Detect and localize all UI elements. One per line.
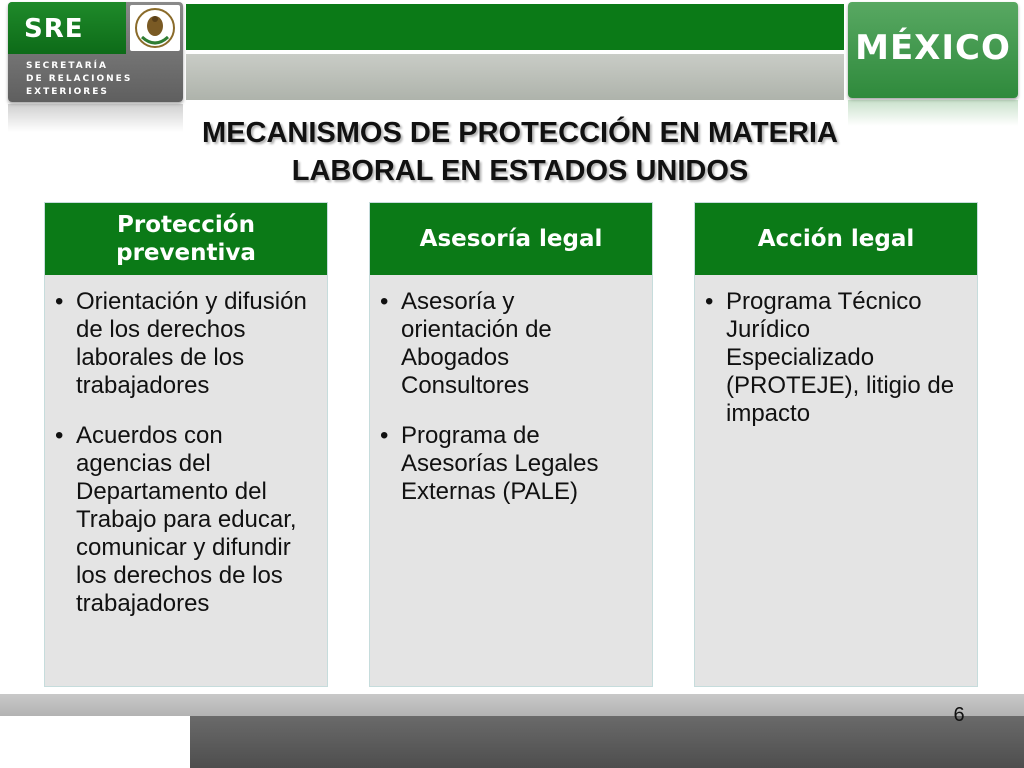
column-heading: Asesoría legal xyxy=(370,203,652,275)
sre-name-line-3: EXTERIORES xyxy=(26,87,109,97)
mexico-logo xyxy=(848,2,1018,98)
list-item xyxy=(55,288,313,400)
column-accion-legal xyxy=(694,202,978,687)
page-number: 6 xyxy=(953,704,965,726)
sre-logo xyxy=(8,2,183,102)
list-item-text: Programa de Asesorías Legales Externas (PALE) xyxy=(401,422,599,505)
mexico-logo-text: MÉXICO xyxy=(855,28,1011,68)
sre-logo-green-panel xyxy=(8,2,126,54)
national-seal-icon xyxy=(130,5,180,51)
list-item-text: Acuerdos con agencias del Departamento del Trabajo para educar, comunicar y difundir los derechos de los trabajadores xyxy=(76,422,297,617)
column-heading: Acción legal xyxy=(695,203,977,275)
bullet-icon: • xyxy=(55,422,64,449)
bullet-icon: • xyxy=(705,288,714,315)
list-item xyxy=(380,288,638,400)
list-item xyxy=(55,422,313,618)
footer-grey-bar xyxy=(0,694,1024,716)
header-grey-bar xyxy=(186,54,844,100)
sre-ministry-name xyxy=(26,60,132,99)
list-item-text: Programa Técnico Jurídico Especializado (PROTEJE), litigio de impacto xyxy=(726,288,955,427)
header-green-bar xyxy=(186,4,844,50)
bullet-icon: • xyxy=(380,288,389,315)
slide-title xyxy=(100,114,940,190)
slide-title-line-1: MECANISMOS DE PROTECCIÓN EN MATERIA xyxy=(202,117,838,149)
bullet-list xyxy=(695,275,977,428)
sre-name-line-1: SECRETARÍA xyxy=(26,61,108,71)
list-item xyxy=(705,288,963,428)
bullet-list xyxy=(45,275,327,618)
list-item xyxy=(380,422,638,506)
column-heading: Protección preventiva xyxy=(45,203,327,275)
list-item-text: Asesoría y orientación de Abogados Consultores xyxy=(401,288,552,399)
sre-abbreviation: SRE xyxy=(24,14,84,44)
slide-title-line-2: LABORAL EN ESTADOS UNIDOS xyxy=(291,155,749,187)
footer-dark-bar xyxy=(190,716,1024,768)
bullet-list xyxy=(370,275,652,506)
list-item-text: Orientación y difusión de los derechos laborales de los trabajadores xyxy=(76,288,307,399)
bullet-icon: • xyxy=(380,422,389,449)
column-asesoria-legal xyxy=(369,202,653,687)
bullet-icon: • xyxy=(55,288,64,315)
column-proteccion-preventiva xyxy=(44,202,328,687)
sre-name-line-2: DE RELACIONES xyxy=(26,74,133,84)
